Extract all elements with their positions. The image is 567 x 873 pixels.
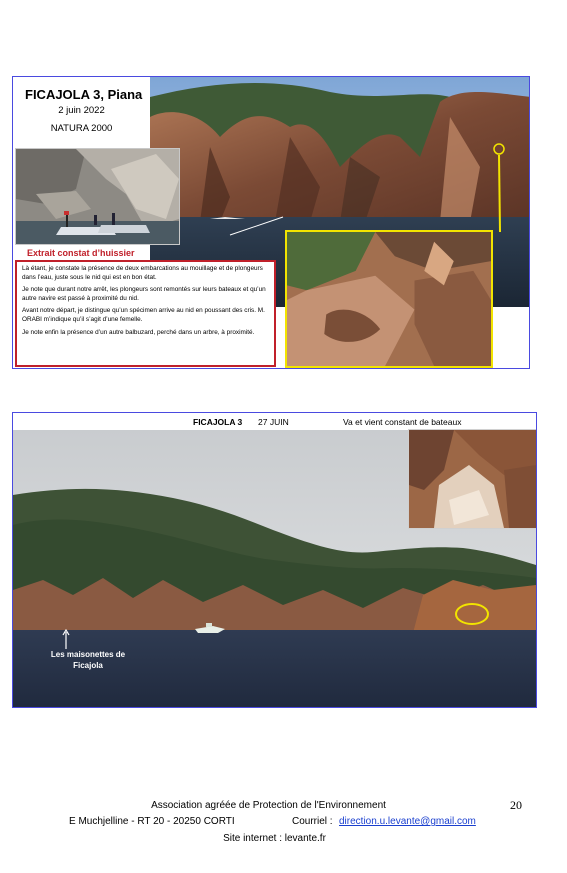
footer-address: E Muchjelline - RT 20 - 20250 CORTI [69,816,235,827]
figure-date: 27 JUIN [258,417,289,427]
arrow-up-icon [61,629,71,649]
figure-title: FICAJOLA 3 [193,417,243,427]
figure-title: FICAJOLA 3, Piana [25,87,143,102]
figure-ficajola-27-juin [12,412,537,708]
figure-header [13,413,537,430]
page-number: 20 [510,798,522,812]
footer-site: Site internet : levante.fr [223,833,326,844]
boats-caption: Va et vient constant de bateaux [343,417,462,427]
figure-ficajola-2-juin [12,76,530,369]
houses-label: Les maisonettes de Ficajola [50,650,126,670]
extract-label: Extrait constat d’huissier [27,248,135,258]
footer-association: Association agréée de Protection de l'Environnement [151,800,386,811]
nest-inset-photo [408,429,537,529]
report-paragraph: Là étant, je constate la présence de deux embarcations au mouillage et de plongeurs dans l’eau, juste sous le nid qui est en bon état. [22,265,263,281]
report-paragraph: Avant notre départ, je distingue qu’un spécimen arrive au nid en poussant des cris. M. ORABI m’indique qu’il s’agit d’une femelle. [22,307,265,323]
footer-mail-link[interactable]: direction.u.levante@gmail.com [339,816,476,827]
figure-date: 2 juin 2022 [58,105,105,116]
figure-title-box [13,77,150,147]
nest-zoom-photo [285,230,493,368]
report-paragraph: Je note enfin la présence d’un autre balbuzard, perché dans un arbre, à proximité. [22,328,255,336]
footer-mail-label: Courriel : [292,816,333,827]
boats-inset-photo [15,148,180,245]
report-paragraph: Je note que durant notre arrêt, les plongeurs sont remontés sur leurs bateaux et qu’un autre navire est passé à proximité du nid. [22,286,266,302]
bailiff-report [15,260,276,367]
natura-label: NATURA 2000 [50,123,113,134]
